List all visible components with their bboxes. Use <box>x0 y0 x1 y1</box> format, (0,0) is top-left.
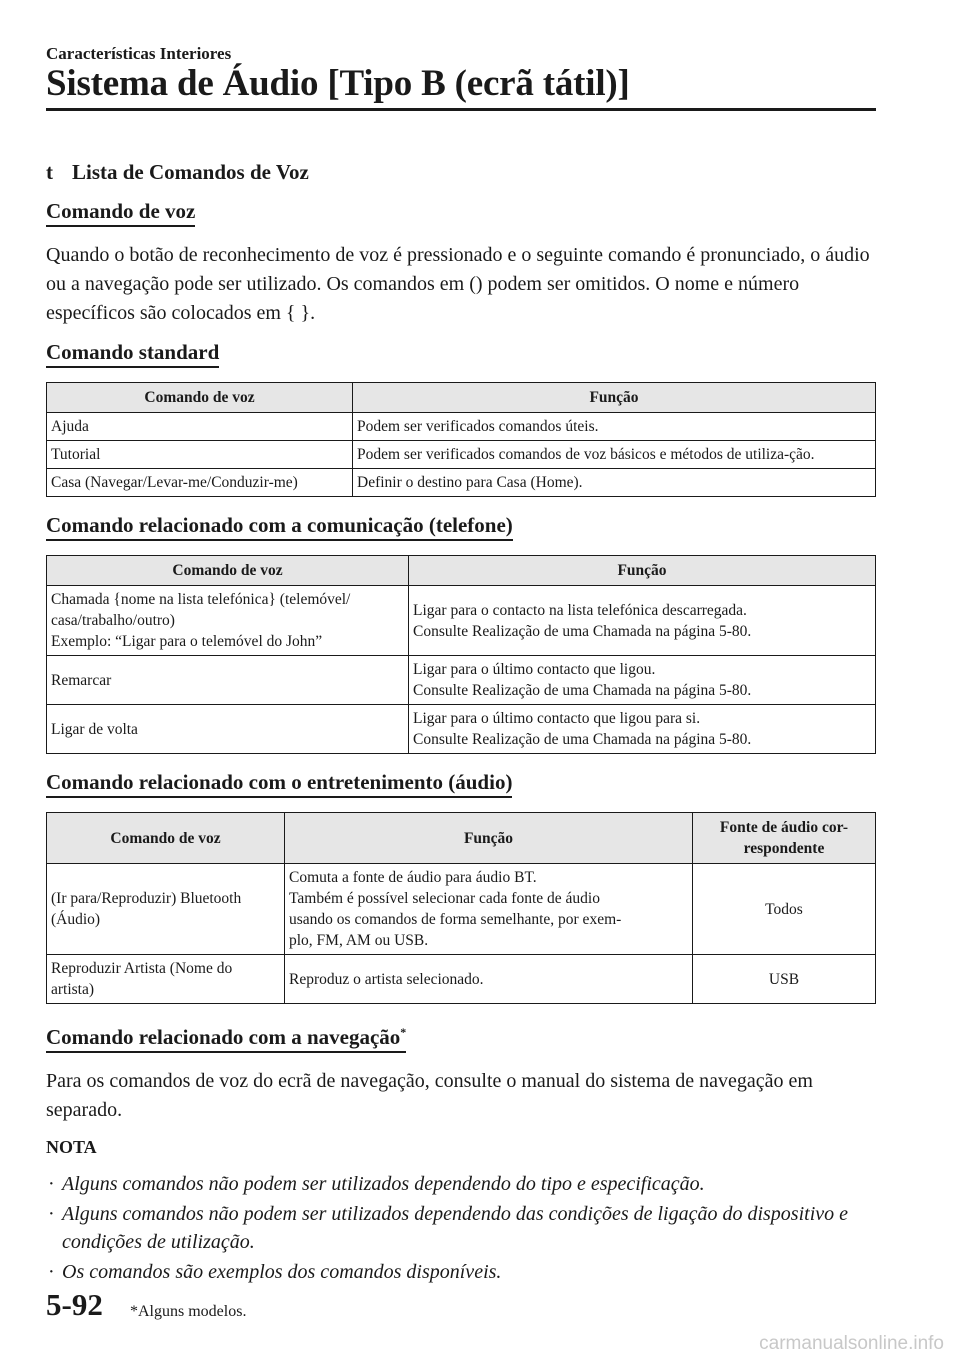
cell-function <box>409 586 876 656</box>
bullet: · <box>48 1203 55 1225</box>
cell-function: Definir o destino para Casa (Home). <box>353 469 876 497</box>
cell-line: usando os comandos de forma semelhante, por exem- <box>289 911 622 928</box>
navigation-text: Para os comandos de voz do ecrã de navegação, consulte o manual do sistema de navegação em separado. <box>46 1070 813 1121</box>
nota-label: NOTA <box>46 1137 97 1157</box>
entertainment-heading <box>46 770 876 798</box>
cell-command <box>47 656 409 705</box>
cell-line: plo, FM, AM ou USB. <box>289 932 429 949</box>
voice-command-title: Comando de voz <box>46 199 195 227</box>
cell-line: (Áudio) <box>51 911 101 928</box>
table-row <box>47 413 876 441</box>
header-rule <box>46 108 876 111</box>
nota-list <box>46 1170 876 1286</box>
table-row <box>47 705 876 754</box>
column-header: Comando de voz <box>47 383 353 413</box>
table-row <box>47 586 876 656</box>
entertainment-title: Comando relacionado com o entretenimento (áudio) <box>46 770 512 798</box>
cell-line: Ligar para o contacto na lista telefónica descarregada. <box>413 601 747 619</box>
standard-table <box>46 382 876 497</box>
cell-line: Consulte Realização de uma Chamada na página 5-80. <box>413 682 752 699</box>
communication-heading <box>46 513 876 541</box>
table-header-row <box>47 813 876 864</box>
cell-function <box>409 656 876 705</box>
bullet: · <box>48 1261 55 1283</box>
cell-function: Podem ser verificados comandos de voz básicos e métodos de utiliza-ção. <box>353 441 876 469</box>
cell-line: artista) <box>51 981 95 998</box>
cell-line: Ligar de volta <box>51 720 138 738</box>
cell-line: Reproduz o artista selecionado. <box>289 970 484 988</box>
entertainment-table <box>46 812 876 1004</box>
cell-function <box>285 864 693 955</box>
nota-item <box>46 1170 876 1198</box>
footnote-mark: * <box>400 1025 407 1039</box>
table-row <box>47 656 876 705</box>
navigation-title-text: Comando relacionado com a navegação <box>46 1025 401 1049</box>
cell-command <box>47 586 409 656</box>
cell-command <box>47 864 285 955</box>
cell-line: Ligar para o último contacto que ligou. <box>413 661 656 678</box>
standard-heading <box>46 340 876 368</box>
cell-function <box>409 705 876 754</box>
cell-command: Casa (Navegar/Levar-me/Conduzir-me) <box>47 469 353 497</box>
nota-item-text: Os comandos são exemplos dos comandos disponíveis. <box>62 1261 502 1283</box>
navigation-title <box>46 1020 406 1053</box>
cell-line: Comuta a fonte de áudio para áudio BT. <box>289 869 537 886</box>
watermark: carmanualsonline.info <box>759 1333 944 1354</box>
column-header: Comando de voz <box>47 556 409 586</box>
column-header: Comando de voz <box>47 813 285 864</box>
table-row <box>47 441 876 469</box>
table-row <box>47 864 876 955</box>
cell-command: Ajuda <box>47 413 353 441</box>
cell-function: Podem ser verificados comandos úteis. <box>353 413 876 441</box>
table-row <box>47 955 876 1004</box>
cell-source: USB <box>693 955 876 1004</box>
page-number: 5-92 <box>46 1287 103 1322</box>
header-category: Características Interiores <box>46 44 232 63</box>
cell-function <box>285 955 693 1004</box>
bullet: · <box>48 1173 55 1195</box>
cell-line: (Ir para/Reproduzir) Bluetooth <box>51 890 242 907</box>
cell-line: Reproduzir Artista (Nome do <box>51 960 233 977</box>
column-header: Fonte de áudio cor-respondente <box>693 813 876 864</box>
nota-item <box>46 1200 876 1256</box>
voice-command-text: Quando o botão de reconhecimento de voz é pressionado e o seguinte comando é pronunciado, o áudio ou a navegação pode ser utilizado. Os comandos em () podem ser omitidos. O nome e número específicos são colocados em { }. <box>46 244 870 324</box>
cell-command <box>47 705 409 754</box>
table-header-row <box>47 556 876 586</box>
standard-title: Comando standard <box>46 340 219 368</box>
cell-command: Tutorial <box>47 441 353 469</box>
cell-line: Consulte Realização de uma Chamada na página 5-80. <box>413 622 752 640</box>
cell-source: Todos <box>693 864 876 955</box>
nota-item <box>46 1258 876 1286</box>
cell-line: Chamada {nome na lista telefónica} (telemóvel/ <box>51 591 351 608</box>
section-marker: t <box>46 160 53 184</box>
section-heading <box>46 160 876 185</box>
cell-line: Consulte Realização de uma Chamada na página 5-80. <box>413 731 752 748</box>
communication-table <box>46 555 876 754</box>
column-header: Função <box>409 556 876 586</box>
cell-command <box>47 955 285 1004</box>
column-header: Função <box>353 383 876 413</box>
nota-item-text: Alguns comandos não podem ser utilizados dependendo das condições de ligação do dispositivo e condições de utilização. <box>62 1203 849 1253</box>
column-header: Função <box>285 813 693 864</box>
cell-line: Também é possível selecionar cada fonte de áudio <box>289 890 600 907</box>
cell-line: Ligar para o último contacto que ligou para si. <box>413 710 701 727</box>
table-header-row <box>47 383 876 413</box>
section-title: Lista de Comandos de Voz <box>72 160 309 184</box>
navigation-heading <box>46 1020 876 1053</box>
page-title: Sistema de Áudio [Tipo B (ecrã tátil)] <box>46 63 630 104</box>
nota-item-text: Alguns comandos não podem ser utilizados dependendo do tipo e especificação. <box>62 1173 705 1195</box>
voice-command-heading <box>46 199 876 227</box>
cell-line: Remarcar <box>51 671 112 689</box>
cell-line: casa/trabalho/outro) <box>51 612 175 629</box>
table-row <box>47 469 876 497</box>
communication-title: Comando relacionado com a comunicação (telefone) <box>46 513 513 541</box>
page-content <box>46 160 876 1288</box>
cell-line: Exemplo: “Ligar para o telemóvel do John” <box>51 633 323 650</box>
footnote: *Alguns modelos. <box>130 1303 247 1320</box>
